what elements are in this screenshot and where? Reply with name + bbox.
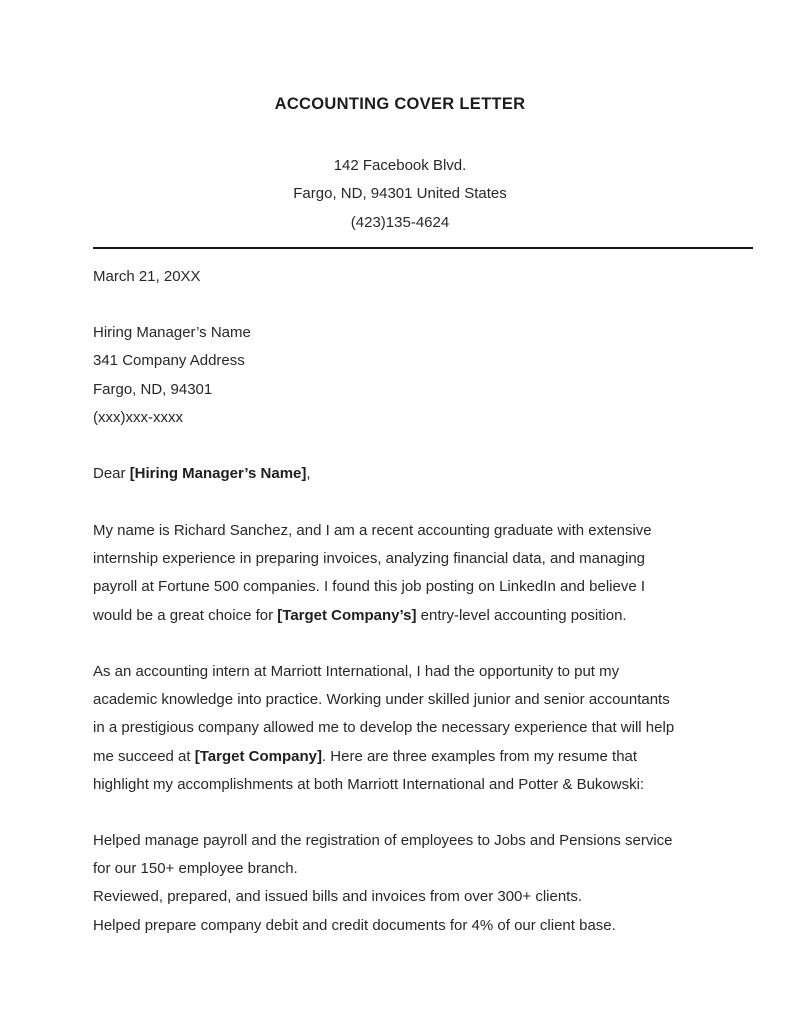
paragraph-line: payroll at Fortune 500 companies. I found this job posting on LinkedIn and believe I [93,578,646,596]
paragraph-line: As an accounting intern at Marriott International, I had the opportunity to put my [93,662,620,680]
recipient-street: 341 Company Address [93,352,245,370]
paragraph-line [93,602,753,630]
accomplishment-item: for our 150+ employee branch. [93,860,298,878]
accomplishment-item: Helped manage payroll and the registration of employees to Jobs and Pensions service [93,831,673,849]
paragraph-line: in a prestigious company allowed me to develop the necessary experience that will help [93,719,675,737]
paragraph-introduction [93,517,753,630]
line-text: . Here are three examples from my resume that [321,747,638,765]
divider-rule [93,247,753,249]
accomplishment-item: Helped prepare company debit and credit documents for 4% of our client base. [93,916,616,934]
document-title: ACCOUNTING COVER LETTER [274,95,526,113]
salutation-suffix: , [306,465,311,483]
salutation-placeholder: [Hiring Manager’s Name] [129,465,307,483]
target-company-placeholder: [Target Company’s] [277,606,417,624]
line-text: entry-level accounting position. [416,606,627,624]
letter-body [93,247,753,940]
paragraph-experience [93,658,753,799]
paragraph-line: highlight my accomplishments at both Marriott International and Potter & Bukowski: [93,776,645,794]
recipient-phone: (xxx)xxx-xxxx [93,409,183,427]
line-text: would be a great choice for [93,606,278,624]
sender-city-state: Fargo, ND, 94301 United States [293,185,507,203]
target-company-placeholder: [Target Company] [194,747,322,765]
paragraph-line: My name is Richard Sanchez, and I am a recent accounting graduate with extensive [93,521,652,539]
sender-address-block [0,152,800,237]
salutation-prefix: Dear [93,465,130,483]
paragraph-line: academic knowledge into practice. Working under skilled junior and senior accountants [93,691,670,709]
sender-phone: (423)135-4624 [350,213,450,231]
letter-date: March 21, 20XX [93,267,201,285]
paragraph-line [93,743,753,771]
accomplishments-list [93,827,753,940]
line-text: me succeed at [93,747,195,765]
sender-street: 142 Facebook Blvd. [333,157,467,174]
recipient-city-state: Fargo, ND, 94301 [93,380,213,398]
accomplishment-item: Reviewed, prepared, and issued bills and invoices from over 300+ clients. [93,888,583,906]
paragraph-line: internship experience in preparing invoices, analyzing financial data, and managing [93,549,646,567]
salutation [93,460,753,488]
recipient-block [93,319,753,432]
letterhead [0,0,800,237]
recipient-name: Hiring Manager’s Name [93,324,251,342]
